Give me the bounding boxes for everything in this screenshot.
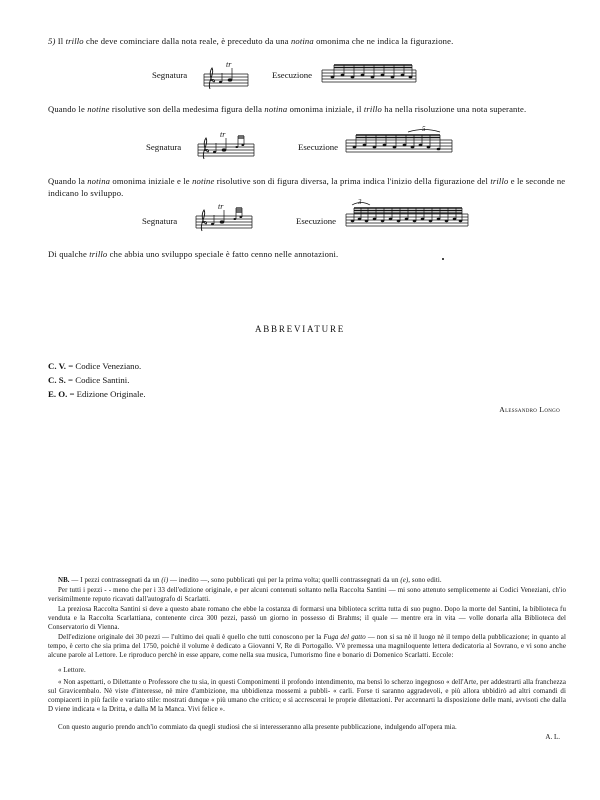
- nb-closing-paragraph: Con questo augurio prendo anch'io commiato da quegli studiosi che si interesseranno alla presente pubblicazione, indulgendo all'opera mia.: [58, 724, 457, 731]
- lettore-heading: « Lettore.: [58, 667, 86, 674]
- segnatura-label-2: Segnatura: [146, 142, 182, 152]
- abbreviations-title: ABBREVIATURE: [254, 324, 346, 334]
- nb-paragraph-4: Dell'edizione originale dei 30 pezzi — l'ultimo dei quali è quello che tutti conoscono per la Fuga del gatto — non si sa nè il luogo nè il tempo della pubblicazione; in quanto al tempo, è certo che sia prima del 1750, poichè il volume è dedicato a Giovanni V, Re di Portogallo. V'è premessa una magniloquente lettera dedicatoria al Sovrano, e vi sono anche alcune parole al Lettore. Le riproduco perchè in esse appare, come nella sua musica, l'umorismo fine e bonario di Domenico Scarlatti. Eccole:: [48, 634, 566, 659]
- music-example-1-signature: [202, 60, 250, 94]
- note-number: 5): [48, 36, 56, 46]
- trill-mark: tr: [218, 202, 224, 211]
- abbreviation-eo: E. O. = Edizione Originale.: [48, 389, 146, 399]
- abbreviation-cs: C. S. = Codice Santini.: [48, 375, 130, 385]
- trill-mark: tr: [226, 60, 232, 69]
- segnatura-label-3: Segnatura: [142, 216, 178, 226]
- music-example-2-signature: [196, 130, 256, 164]
- author-name: Alessandro Longo: [499, 405, 560, 414]
- nb-paragraph-2: Per tutti i pezzi - - meno che per i 33 dell'edizione originale, e per alcuni contenuti soltanto nella Raccolta Santini — mi sono attenuto semplicemente ai Codici Veneziani, ch'io verisimilmente reputo ricavati dall'autografo di Scarlatti.: [48, 587, 566, 603]
- esecuzione-label-1: Esecuzione: [272, 70, 313, 80]
- trill-note-paragraph-3: Quando la notina omonima iniziale e le notine risolutive son di figura diversa, la prima indica l'inizio della figurazione del trillo e le seconde ne indicano lo sviluppo.: [48, 176, 566, 199]
- music-example-3-signature: [194, 202, 254, 236]
- esecuzione-label-3: Esecuzione: [296, 216, 337, 226]
- trill-note-5: 5) Il trillo che deve cominciare dalla nota reale, è preceduto da una notina omonima che ne indica la figurazione.: [48, 36, 454, 46]
- signature-initials: A. L.: [545, 733, 560, 741]
- music-example-2-execution: [344, 126, 454, 160]
- esecuzione-label-2: Esecuzione: [298, 142, 339, 152]
- nb-paragraph-1: NB. — I pezzi contrassegnati da un (i) — inedito —, sono pubblicati qui per la prima volta; quelli contrassegnati da un (e), sono editi.: [58, 577, 442, 584]
- tuplet-5-label: 5: [422, 126, 426, 133]
- music-example-1-execution: [320, 60, 418, 90]
- tuplet-3-label: 3: [358, 198, 362, 206]
- trill-note-paragraph-4: Di qualche trillo che abbia uno sviluppo speciale è fatto cenno nelle annotazioni.: [48, 249, 339, 259]
- trill-note-paragraph-2: Quando le notine risolutive son della medesima figura della notina omonima iniziale, il trillo ha nella risoluzione una nota superante.: [48, 104, 527, 114]
- segnatura-label-1: Segnatura: [152, 70, 188, 80]
- ink-speck: [442, 258, 444, 260]
- letter-to-reader-quote: « Non aspettarti, o Dilettante o Professore che tu sia, in questi Componimenti il profondo intendimento, ma bensì lo scherzo ingegnoso « dell'Arte, per addestrarti alla franchezza sul Gravicembalo. Nè viste d'interesse, nè mire d'ambizione, ma ubbidienza mossemi a pubbli- « carli. Forse ti saranno aggradevoli, e più allora ubbidirò ad altri comandi di compiacerti in più facile e variato stile: mostrati dunque « più umano che critico; e sì accrescerai le proprie dilettazioni. Per accennarti la disposizione delle mani, avvisoti che dalla D viene indicata « la Dritta, e dalla M la Manca. Vivi felice ».: [48, 679, 566, 713]
- trill-mark: tr: [220, 130, 226, 139]
- nb-paragraph-3: La preziosa Raccolta Santini si deve a questo abate romano che ebbe la costanza di formarsi una biblioteca scritta tutta di suo pugno. Dopo la morte del Santini, la biblioteca fu venduta e la Raccolta Scarlattiana, contenente circa 300 pezzi, passò un giorno in possesso di Brahms; il quale — mentre era in vita — volle donarla alla Biblioteca del Conservatorio di Vienna.: [48, 606, 566, 631]
- music-example-3-execution: [344, 198, 470, 234]
- abbreviation-cv: C. V. = Codice Veneziano.: [48, 361, 142, 371]
